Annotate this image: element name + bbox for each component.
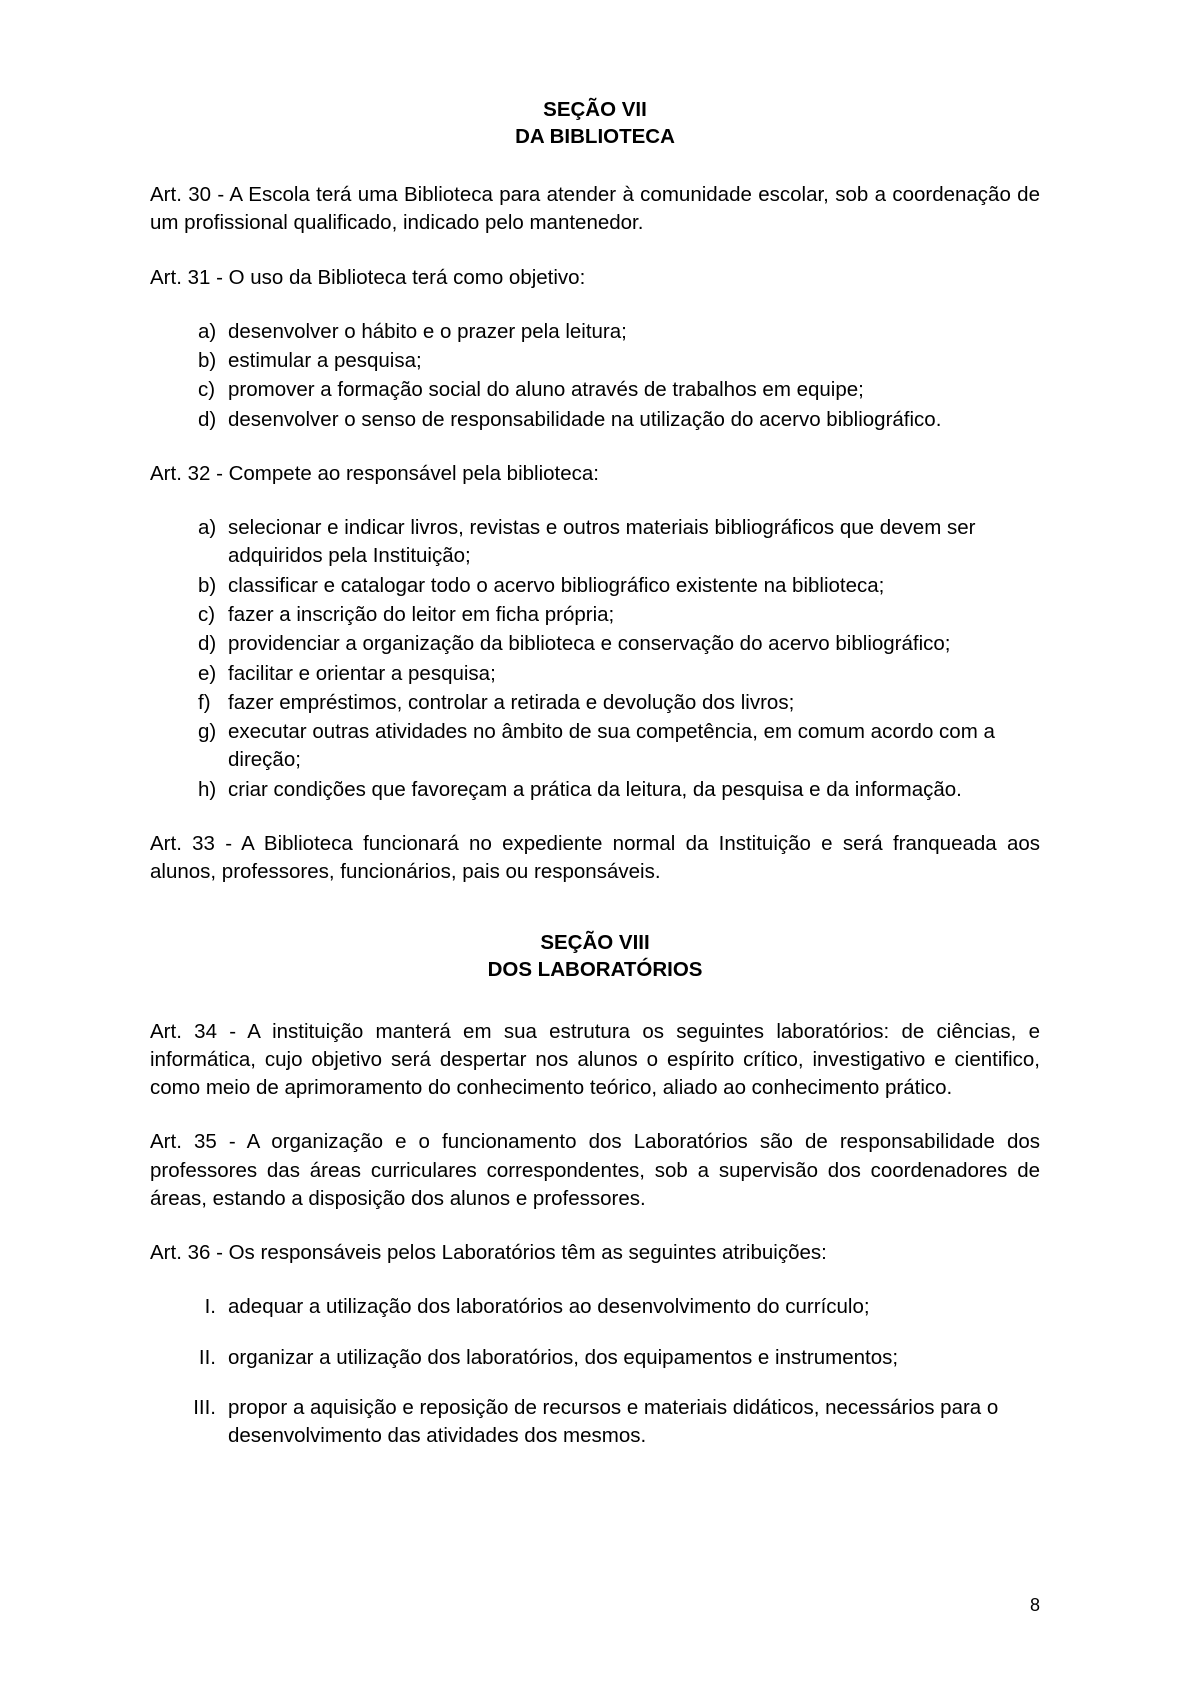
list-item: classificar e catalogar todo o acervo bibliográfico existente na biblioteca;	[228, 573, 885, 597]
article-36-list	[150, 1293, 1040, 1450]
document-body	[150, 96, 1040, 1451]
section-heading-line-1: SEÇÃO VIII	[540, 930, 650, 954]
list-item: desenvolver o senso de responsabilidade na utilização do acervo bibliográfico.	[228, 407, 942, 431]
section-heading-line-2: DOS LABORATÓRIOS	[487, 958, 703, 982]
article-35-paragraph: Art. 35 - A organização e o funcionamento dos Laboratórios são de responsabilidade dos professores das áreas curriculares correspondentes, sob a supervisão dos coordenadores de áreas, estando a disposição dos alunos e professores.	[150, 1130, 1040, 1210]
section-heading-biblioteca	[150, 96, 1040, 151]
list-item: executar outras atividades no âmbito de sua competência, em comum acordo com a direção;	[228, 720, 995, 772]
article-31-intro: Art. 31 - O uso da Biblioteca terá como objetivo:	[150, 265, 586, 289]
section-heading-line-2: DA BIBLIOTECA	[515, 125, 675, 149]
section-heading-laboratorios	[150, 929, 1040, 984]
list-item: propor a aquisição e reposição de recursos e materiais didáticos, necessários para o desenvolvimento das atividades dos mesmos.	[228, 1396, 999, 1448]
list-item: facilitar e orientar a pesquisa;	[228, 661, 496, 685]
article-30-paragraph: Art. 30 - A Escola terá uma Biblioteca para atender à comunidade escolar, sob a coordenação de um profissional qualificado, indicado pelo mantenedor.	[150, 182, 1040, 235]
list-item: promover a formação social do aluno através de trabalhos em equipe;	[228, 378, 864, 402]
article-32-list	[150, 514, 1040, 804]
list-item: fazer a inscrição do leitor em ficha própria;	[228, 603, 615, 627]
article-36-intro: Art. 36 - Os responsáveis pelos Laboratórios têm as seguintes atribuições:	[150, 1241, 827, 1265]
list-item: selecionar e indicar livros, revistas e outros materiais bibliográficos que devem ser adquiridos pela Instituição;	[228, 516, 976, 568]
list-item: providenciar a organização da biblioteca e conservação do acervo bibliográfico;	[228, 632, 951, 656]
list-item: adequar a utilização dos laboratórios ao desenvolvimento do currículo;	[228, 1295, 870, 1319]
article-31-list	[150, 318, 1040, 434]
article-33-paragraph: Art. 33 - A Biblioteca funcionará no expediente normal da Instituição e será franqueada aos alunos, professores, funcionários, pais ou responsáveis.	[150, 832, 1040, 884]
list-item: organizar a utilização dos laboratórios, dos equipamentos e instrumentos;	[228, 1345, 899, 1369]
list-item: criar condições que favoreçam a prática da leitura, da pesquisa e da informação.	[228, 777, 962, 801]
list-item: desenvolver o hábito e o prazer pela leitura;	[228, 319, 627, 343]
article-34-paragraph: Art. 34 - A instituição manterá em sua estrutura os seguintes laboratórios: de ciências, e informática, cujo objetivo será despertar nos alunos o espírito crítico, investigativo e cientifico, como meio de aprimoramento do conhecimento teórico, aliado ao conhecimento prático.	[150, 1019, 1040, 1100]
article-32-intro: Art. 32 - Compete ao responsável pela biblioteca:	[150, 461, 599, 485]
list-item: estimular a pesquisa;	[228, 349, 422, 373]
section-heading-line-1: SEÇÃO VII	[543, 98, 647, 121]
list-item: fazer empréstimos, controlar a retirada e devolução dos livros;	[228, 690, 795, 714]
page-number: 8	[1029, 1595, 1040, 1615]
